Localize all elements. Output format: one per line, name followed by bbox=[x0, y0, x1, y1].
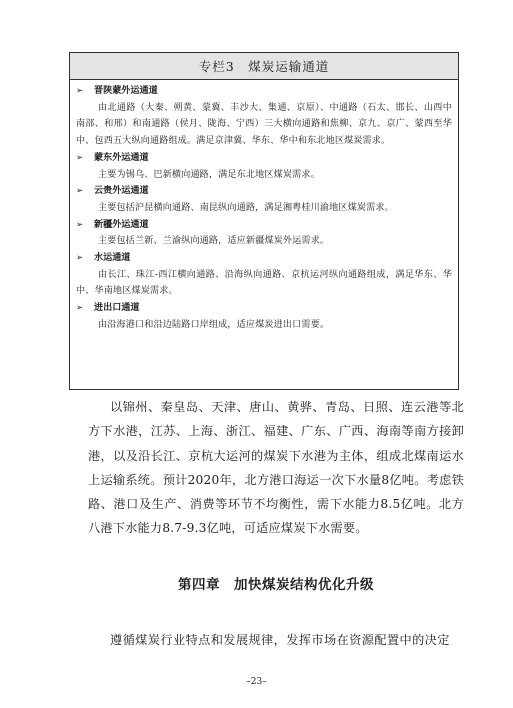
section-xinjiang bbox=[76, 217, 452, 250]
paragraph-text: 以锦州、秦皇岛、天津、唐山、黄骅、青岛、日照、连云港等北方下水港，江苏、上海、浙江、福建、广东、广西、海南等南方接卸港，以及沿长江、京杭大运河的煤炭下水港为主体，组成北煤南运水上运输系统。预计2020年，北方港口海运一次下水量8亿吨。考虑铁路、港口及生产、消费等环节不均衡性，需下水能力8.5亿吨。北方八港下水能力8.7-9.3亿吨，可适应煤炭下水需要。 bbox=[88, 400, 464, 536]
section-text: 由长江、珠江-西江横向通路、沿海纵向通路、京杭运河纵向通路组成，满足华东、华中、华南地区煤炭需求。 bbox=[76, 269, 452, 297]
arrow-bullet-icon: ➢ bbox=[76, 152, 84, 163]
section-title: 水运通道 bbox=[94, 252, 131, 264]
section-title: 新疆外运通道 bbox=[94, 218, 149, 230]
box-title: 专栏3 煤炭运输通道 bbox=[70, 53, 458, 80]
arrow-bullet-icon: ➢ bbox=[76, 186, 84, 197]
body-paragraph-chapter4 bbox=[88, 628, 464, 652]
arrow-bullet-icon: ➢ bbox=[76, 303, 84, 314]
section-import-export bbox=[76, 300, 452, 333]
section-mengdong bbox=[76, 150, 452, 183]
page-number: –23– bbox=[246, 677, 267, 687]
body-paragraph-ports bbox=[88, 395, 464, 541]
section-title: 蒙东外运通道 bbox=[94, 151, 149, 163]
arrow-bullet-icon: ➢ bbox=[76, 253, 84, 264]
section-title: 晋陕蒙外运通道 bbox=[94, 85, 158, 96]
chapter-heading: 第四章 加快煤炭结构优化升级 bbox=[178, 577, 374, 593]
paragraph-text: 遵循煤炭行业特点和发展规律，发挥市场在资源配置中的决定 bbox=[110, 633, 450, 647]
section-yungui bbox=[76, 183, 452, 216]
section-jinshanmeng bbox=[76, 83, 452, 150]
coal-transport-sidebar-box bbox=[69, 52, 459, 390]
section-water bbox=[76, 250, 452, 300]
arrow-bullet-icon: ➢ bbox=[76, 86, 84, 96]
section-text: 主要为锡乌、巴新横向通路，满足东北地区煤炭需求。 bbox=[98, 169, 320, 180]
section-text: 由北通路（大秦、朔黄、蒙冀、丰沙大、集通、京原）、中通路（石太、邯长、山西中南部、和邢）和南通路（侯月、陇海、宁西）三大横向通路和焦柳、京九、京广、蒙西至华中、包西五大纵向通路组成。满足京津冀、华东、华中和东北地区煤炭需求。 bbox=[76, 102, 452, 147]
arrow-bullet-icon: ➢ bbox=[76, 219, 84, 230]
box-body bbox=[70, 80, 458, 334]
section-text: 由沿海港口和沿边陆路口岸组成，适应煤炭进出口需要。 bbox=[98, 319, 330, 330]
section-text: 主要包括兰新、兰渝纵向通路，适应新疆煤炭外运需求。 bbox=[98, 236, 330, 247]
section-text: 主要包括沪昆横向通路、南昆纵向通路，满足湘粤桂川渝地区煤炭需求。 bbox=[98, 202, 394, 213]
section-title: 云贵外运通道 bbox=[94, 185, 149, 197]
section-title: 进出口通道 bbox=[94, 302, 140, 314]
